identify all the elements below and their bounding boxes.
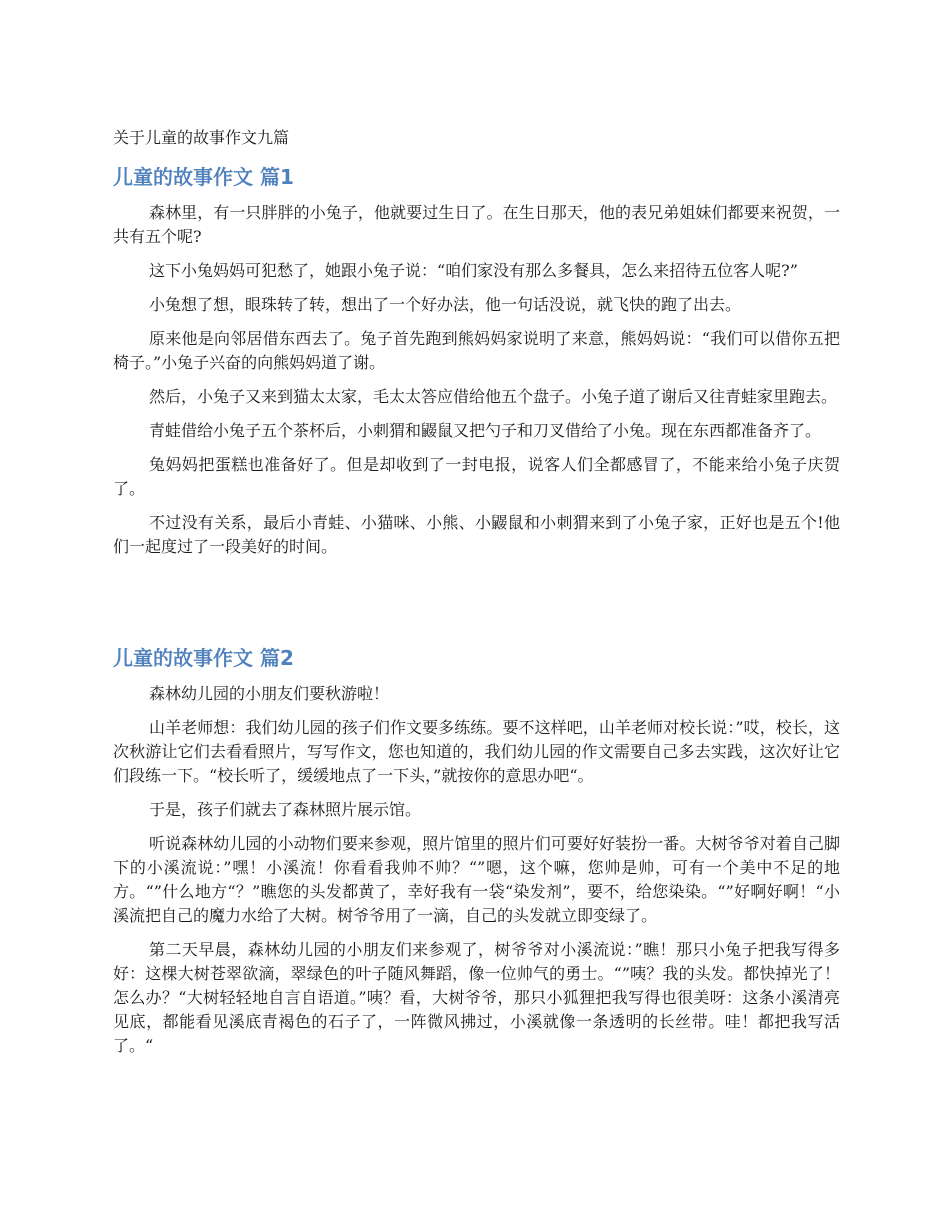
- paragraph: 森林里，有一只胖胖的小兔子，他就要过生日了。在生日那天，他的表兄弟姐妹们都要来祝贺，一共有五个呢?: [113, 203, 840, 246]
- paragraph: 小兔想了想，眼珠转了转，想出了一个好办法，他一句话没说，就飞快的跑了出去。: [149, 295, 742, 314]
- paragraph: 兔妈妈把蛋糕也准备好了。但是却收到了一封电报，说客人们全都感冒了，不能来给小兔子庆贺了。: [113, 455, 840, 498]
- paragraph: 于是，孩子们就去了森林照片展示馆。: [149, 800, 422, 819]
- paragraph: 听说森林幼儿园的小动物们要来参观，照片馆里的照片们可要好好装扮一番。大树爷爷对着自己脚下的小溪流说：”嘿！小溪流！你看看我帅不帅？“”嗯，这个嘛，您帅是帅，可有一个美中不足的地方。“”什么地方“？”瞧您的头发都黄了，幸好我有一袋“染发剂”，要不，给您染染。“”好啊好啊！“小溪流把自己的魔力水给了大树。树爷爷用了一滴，自己的头发就立即变绿了。: [113, 834, 840, 925]
- section-1: [113, 163, 840, 569]
- paragraph: 不过没有关系，最后小青蛙、小猫咪、小熊、小鼹鼠和小刺猬来到了小兔子家，正好也是五个!他们一起度过了一段美好的时间。: [113, 513, 840, 556]
- document-title: 关于儿童的故事作文九篇: [113, 128, 290, 147]
- paragraph: 第二天早晨，森林幼儿园的小朋友们来参观了，树爷爷对小溪流说：”瞧！那只小兔子把我写得多好：这棵大树苍翠欲滴，翠绿色的叶子随风舞蹈，像一位帅气的勇士。“”咦？我的头发。都快掉光了！怎么办？“大树轻轻地自言自语道。”咦？看，大树爷爷，那只小狐狸把我写得也很美呀：这条小溪清亮见底，都能看见溪底青褐色的石子了，一阵微风拂过，小溪就像一条透明的长丝带。哇！都把我写活了。“: [113, 940, 840, 1055]
- section-heading: 儿童的故事作文 篇1: [113, 165, 294, 189]
- paragraph: 然后，小兔子又来到猫太太家，毛太太答应借给他五个盘子。小兔子道了谢后又往青蛙家里跑去。: [149, 387, 838, 406]
- section-2: [113, 644, 840, 1068]
- paragraph: 青蛙借给小兔子五个茶杯后，小刺猬和鼹鼠又把勺子和刀叉借给了小兔。现在东西都准备齐了。: [149, 421, 822, 440]
- paragraph: 这下小兔妈妈可犯愁了，她跟小兔子说：“咱们家没有那么多餐具，怎么来招待五位客人呢?”: [149, 261, 798, 280]
- paragraph: 原来他是向邻居借东西去了。兔子首先跑到熊妈妈家说明了来意，熊妈妈说：“我们可以借你五把椅子。”小兔子兴奋的向熊妈妈道了谢。: [113, 329, 840, 372]
- paragraph: 山羊老师想：我们幼儿园的孩子们作文要多练练。要不这样吧，山羊老师对校长说：”哎，校长，这次秋游让它们去看看照片，写写作文，您也知道的，我们幼儿园的作文需要自己多去实践，这次好让它们段练一下。“校长听了，缓缓地点了一下头，”就按你的意思办吧“。: [113, 718, 840, 785]
- paragraph: 森林幼儿园的小朋友们要秋游啦！: [149, 684, 390, 703]
- section-heading: 儿童的故事作文 篇2: [113, 646, 294, 670]
